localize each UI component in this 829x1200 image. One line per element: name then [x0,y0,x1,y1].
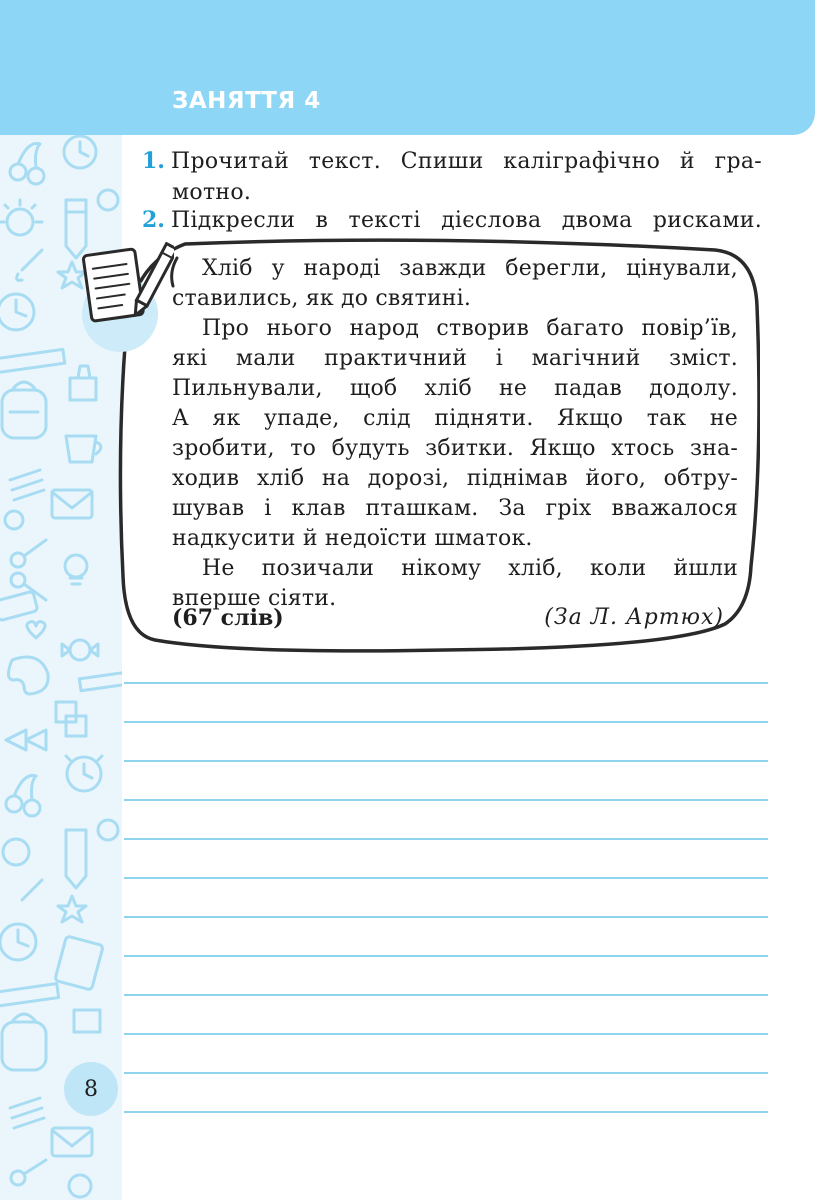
passage-line: Не позичали нікому хліб, коли йшли [202,556,738,581]
school-doodles-icon [0,0,122,1200]
writing-line[interactable] [124,721,768,723]
writing-line[interactable] [124,955,768,957]
writing-line[interactable] [124,1033,768,1035]
writing-line[interactable] [124,799,768,801]
word-count: (67 слів) [172,605,284,631]
passage-line: які мали практичний і магічний зміст. [172,346,738,371]
lesson-title: ЗАНЯТТЯ 4 [172,88,321,114]
writing-line[interactable] [124,1072,768,1074]
passage-line: Пильнували, щоб хліб не падав додолу. [172,376,738,401]
passage-line: зробити, то будуть збитки. Якщо хтось зна- [172,436,738,461]
task-text: Підкресли в тексті дієслова двома рисками. [170,208,762,233]
writing-line[interactable] [124,916,768,918]
passage-line: А як упаде, слід підняти. Якщо так не [172,406,738,431]
task-number: 1. [142,148,165,174]
writing-line[interactable] [124,877,768,879]
writing-line[interactable] [124,682,768,684]
passage-line: надкусити й недоїсти шматок. [172,526,533,551]
passage-line: вперше сіяти. [172,586,337,611]
passage-line: ставились, як до святині. [172,286,472,311]
author-credit: (За Л. Артюх) [544,605,724,630]
writing-line[interactable] [124,994,768,996]
passage-line: Про нього народ створив багато повір’їв, [202,316,738,341]
page-number: 8 [64,1062,118,1116]
task-text: Прочитай текст. Спиши каліграфічно й гра- [170,149,762,174]
passage-line: ходив хліб на дорозі, піднімав його, обтру- [172,466,738,491]
writing-line[interactable] [124,1111,768,1113]
task-text-continuation: мотно. [172,180,252,205]
passage-line: Хліб у народі завжди берегли, цінували, [202,256,738,281]
writing-lines [124,0,768,1200]
writing-line[interactable] [124,760,768,762]
task-number: 2. [142,207,165,233]
writing-line[interactable] [124,838,768,840]
passage-line: шував і клав пташкам. За гріх вважалося [172,496,738,521]
decorative-side-strip [0,0,122,1200]
